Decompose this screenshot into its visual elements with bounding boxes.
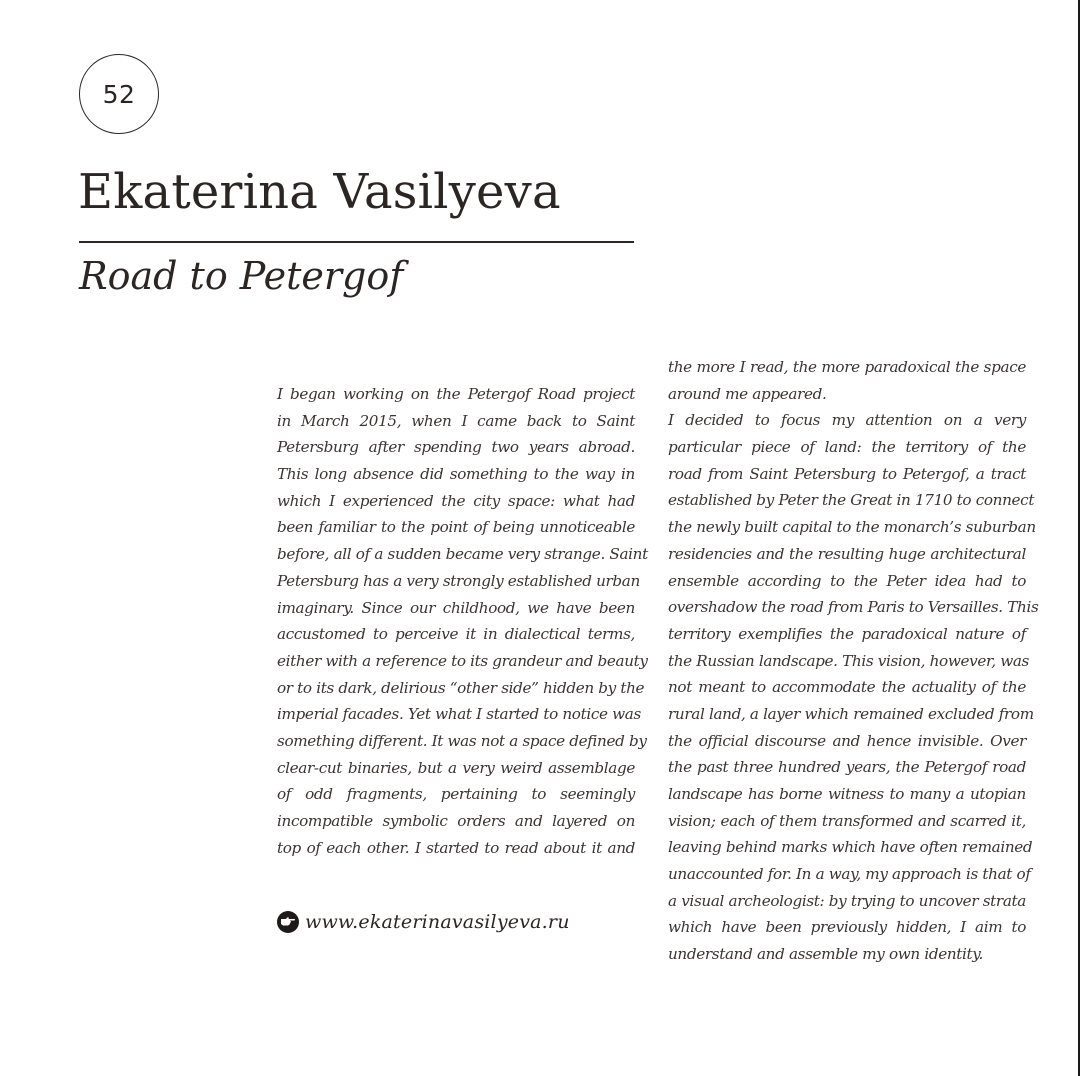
text-column-left	[277, 381, 648, 861]
text-line: which I experienced the city space: what had	[277, 491, 635, 510]
text-line: either with a reference to its grandeur and beauty	[277, 651, 648, 670]
text-line: the newly built capital to the monarch’s suburban	[668, 518, 1036, 537]
text-line: the past three hundred years, the Petergof road	[668, 758, 1026, 777]
pointing-hand-icon	[277, 911, 299, 933]
title-divider	[79, 241, 634, 243]
text-line: leaving behind marks which have often remained	[668, 838, 1033, 857]
author-name: Ekaterina Vasilyeva	[78, 164, 561, 220]
text-line: residencies and the resulting huge architectural	[668, 544, 1026, 563]
text-line: around me appeared.	[668, 384, 827, 403]
text-line: which have been previously hidden, I aim to	[668, 918, 1026, 937]
text-line: incompatible symbolic orders and layered on	[277, 812, 635, 830]
website-link[interactable]	[277, 911, 570, 933]
text-line: particular piece of land: the territory of the	[668, 438, 1026, 457]
text-column-right	[668, 354, 1039, 968]
text-line: the Russian landscape. This vision, however, was	[668, 651, 1029, 670]
text-line: before, all of a sudden became very strange. Saint	[277, 545, 648, 564]
text-line: This long absence did something to the way in	[277, 465, 635, 484]
text-line: established by Peter the Great in 1710 to connect	[668, 491, 1035, 510]
text-line: accustomed to perceive it in dialectical terms,	[277, 625, 635, 644]
text-line: the official discourse and hence invisible. Over	[668, 731, 1026, 750]
project-title: Road to Petergof	[79, 254, 404, 298]
text-line: understand and assemble my own identity.	[668, 945, 983, 964]
text-line: road from Saint Petersburg to Petergof, a tract	[668, 464, 1026, 483]
page-number: 52	[102, 79, 136, 109]
text-line: or to its dark, delirious “other side” hidden by the	[277, 678, 645, 697]
website-url[interactable]: www.ekaterinavasilyeva.ru	[305, 911, 570, 933]
text-line: not meant to accommodate the actuality of the	[668, 678, 1026, 697]
text-line: I began working on the Petergof Road project	[277, 385, 635, 403]
text-line: top of each other. I started to read about it and	[277, 838, 635, 857]
text-line: the more I read, the more paradoxical the space	[668, 358, 1026, 376]
text-line: vision; each of them transformed and scarred it,	[668, 811, 1026, 830]
text-line: territory exemplifies the paradoxical nature of	[668, 624, 1026, 643]
text-line: overshadow the road from Paris to Versailles. This	[668, 598, 1039, 617]
text-line: been familiar to the point of being unnoticeable	[277, 518, 635, 537]
text-line: something different. It was not a space defined by	[277, 731, 647, 750]
text-line: landscape has borne witness to many a utopian	[668, 785, 1026, 803]
text-line: clear-cut binaries, but a very weird assemblage	[277, 758, 635, 777]
text-line: rural land, a layer which remained excluded from	[668, 704, 1034, 723]
text-line: Petersburg has a very strongly established urban	[277, 571, 640, 590]
text-line: imaginary. Since our childhood, we have been	[277, 598, 635, 617]
text-line: in March 2015, when I came back to Saint	[277, 411, 635, 430]
text-line: I decided to focus my attention on a very	[668, 411, 1026, 430]
text-line: a visual archeologist: by trying to uncover strata	[668, 891, 1026, 910]
text-line: ensemble according to the Peter idea had to	[668, 571, 1026, 590]
text-line: of odd fragments, pertaining to seemingly	[277, 785, 635, 804]
page-number-badge	[79, 54, 159, 134]
text-line: unaccounted for. In a way, my approach is that of	[668, 865, 1031, 884]
text-line: Petersburg after spending two years abroad.	[277, 438, 635, 457]
text-line: imperial facades. Yet what I started to notice was	[277, 705, 641, 724]
